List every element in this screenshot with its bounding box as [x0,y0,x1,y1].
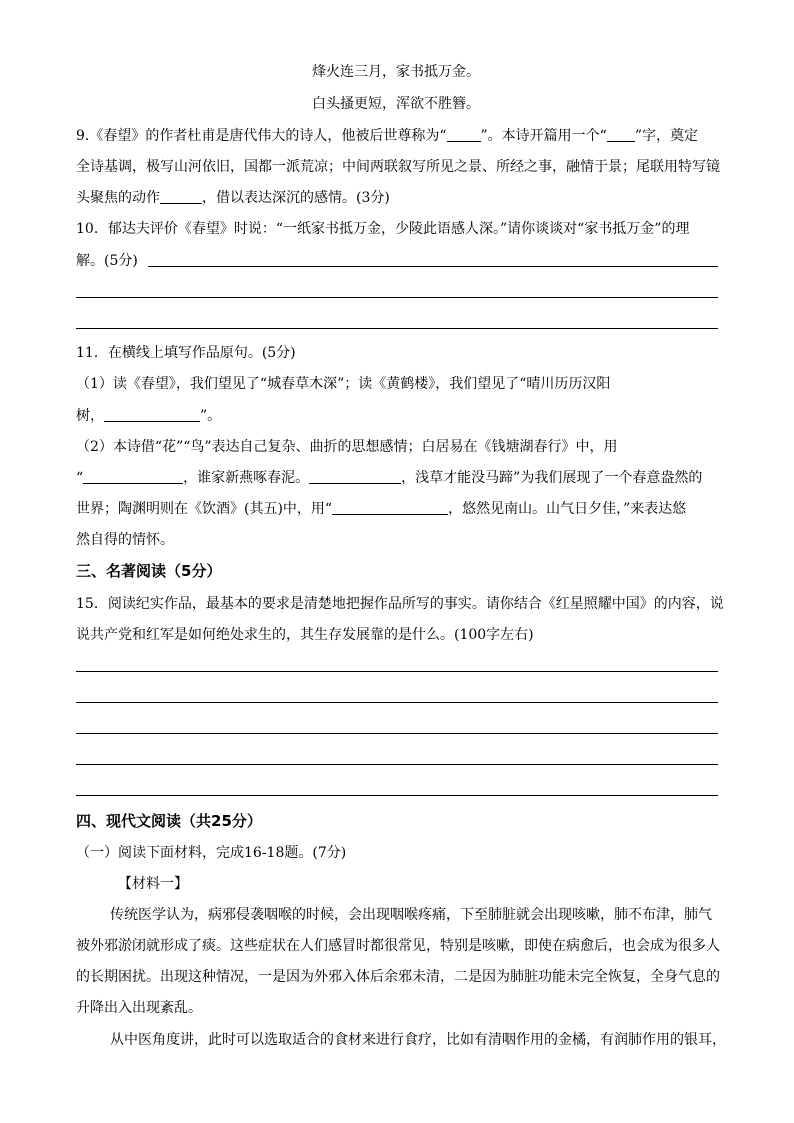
q9-text-c: ”字，奠定 [634,128,699,144]
answer-line[interactable] [76,671,718,672]
answer-blank[interactable] [332,500,448,515]
answer-line[interactable] [148,266,718,267]
material-paragraph-2-line-1: 从中医角度讲，此时可以选取适合的食材来进行食疗，比如有清咽作用的金橘，有润肺作用的银耳， [110,1032,726,1048]
answer-blank[interactable] [104,407,200,422]
poem-line-2: 白头搔更短，浑欲不胜簪。 [312,96,480,112]
question-15-line-1: 15．阅读纪实作品，最基本的要求是清楚地把握作品所写的事实。请你结合《红星照耀中国》的内容，说 [76,596,724,612]
answer-blank[interactable] [309,469,401,484]
material-label: 【材料一】 [118,876,188,892]
answer-line[interactable] [76,328,718,329]
question-10-line-1: 10．郁达夫评价《春望》时说：“一纸家书抵万金，少陵此语感人深。”请你谈谈对“家书抵万金”的理 [76,221,690,237]
question-10-line-2: 解。(5分) [76,253,138,269]
material-paragraph-1-line-4: 升降出入出现紊乱。 [76,1000,202,1016]
q11-text: ，浅草才能没马蹄”为我们展现了一个春意盎然的 [401,470,703,486]
answer-blank[interactable] [160,189,202,204]
section-4-subheading: （一）阅读下面材料，完成16-18题。(7分) [76,845,347,861]
answer-line[interactable] [76,733,718,734]
answer-line[interactable] [76,702,718,703]
poem-line-1: 烽火连三月，家书抵万金。 [312,64,480,80]
section-3-heading: 三、名著阅读（5分） [76,562,222,580]
q11-text: “ [76,470,84,486]
answer-line[interactable] [76,764,718,765]
question-9-line-3 [76,188,390,208]
q11-text: 世界；陶渊明则在《饮酒》(其五)中，用“ [76,501,333,517]
q9-text-d: 头聚焦的动作 [76,190,160,206]
question-9-line-2: 全诗基调，极写山河依旧，国都一派荒凉；中间两联叙写所见之景、所经之事，融情于景；尾联用特写镜 [76,159,720,175]
q11-text: ”。 [200,408,222,424]
answer-blank[interactable] [83,469,183,484]
material-paragraph-1-line-2: 被外邪淤闭就形成了痰。这些症状在人们感冒时都很常见，特别是咳嗽，即使在病愈后，也会成为很多人 [76,938,720,954]
answer-line[interactable] [76,795,718,796]
q9-text-e: ，借以表达深沉的感情。(3分) [202,190,390,206]
q9-text-b: ”。本诗开篇用一个“ [480,128,607,144]
question-9-line-1 [76,126,698,146]
section-4-heading: 四、现代文阅读（共25分） [76,812,262,830]
answer-line[interactable] [76,297,718,298]
question-11-part-1-line-2 [76,406,221,426]
question-11-part-2-line-4: 然自得的情怀。 [76,532,174,548]
q11-text: ，悠然见南山。山气日夕佳，”来表达悠 [448,501,687,517]
question-11-part-1-line-1: （1）读《春望》，我们望见了“城春草木深”；读《黄鹤楼》，我们望见了“晴川历历汉阳 [76,376,611,392]
question-11-title: 11．在横线上填写作品原句。(5分) [76,345,296,361]
question-15-line-2: 说共产党和红军是如何绝处求生的，其生存发展靠的是什么。(100字左右) [76,627,534,643]
answer-blank[interactable] [447,127,481,142]
question-11-part-2-line-1: （2）本诗借“花”“鸟”表达自己复杂、曲折的思想感情；白居易在《钱塘湖春行》中，用 [76,439,618,455]
q11-text: ，谁家新燕啄春泥。 [183,470,310,486]
material-paragraph-1-line-1: 传统医学认为，病邪侵袭咽喉的时候，会出现咽喉疼痛，下至肺脏就会出现咳嗽，肺不布津，肺气 [110,907,712,923]
q11-text: 树， [76,408,104,424]
material-paragraph-1-line-3: 的长期困扰。出现这种情况，一是因为外邪入体后余邪未清，二是因为肺脏功能未完全恢复，全身气息的 [76,969,720,985]
question-11-part-2-line-3 [76,499,686,519]
answer-blank[interactable] [607,127,635,142]
q9-text-a: 9.《春望》的作者杜甫是唐代伟大的诗人，他被后世尊称为“ [76,128,447,144]
question-11-part-2-line-2 [76,468,702,488]
